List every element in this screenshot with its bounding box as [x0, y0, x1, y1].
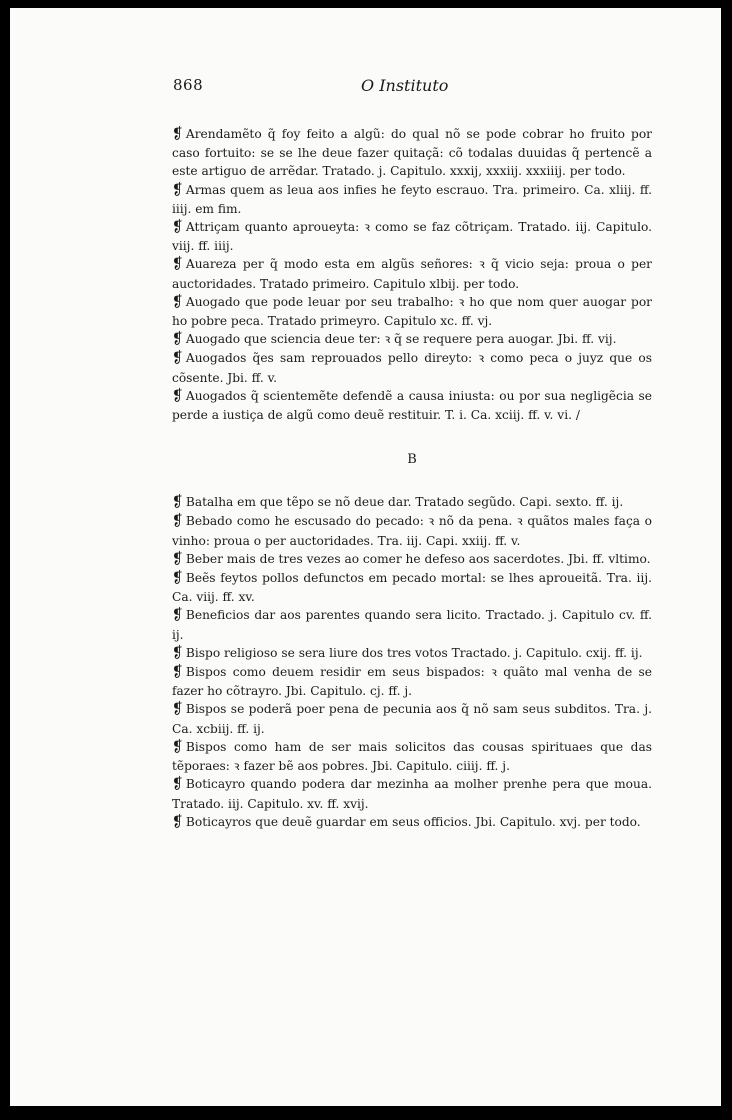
- index-entry: ❡ Batalha em que tẽpo se nõ deue dar. Tratado segũdo. Capi. sexto. ff. ij.: [172, 493, 652, 512]
- paragraph-mark: ❡: [172, 293, 183, 311]
- index-entry: ❡ Auogado que pode leuar por seu trabalho: ꝛ ho que nom quer auogar por ho pobre peca. Tratado primeyro. Capitulo xc. ff. vj.: [172, 293, 652, 329]
- page-header: [173, 76, 651, 100]
- index-entry: ❡ Auogado que sciencia deue ter: ꝛ q̃ se requere pera auogar. Jbi. ff. vij.: [172, 330, 652, 349]
- paragraph-mark: ❡: [172, 256, 183, 274]
- section-letter: B: [407, 452, 417, 468]
- paragraph-mark: ❡: [172, 218, 183, 237]
- book-page: [10, 8, 721, 1106]
- index-entry: ❡ Bispo religioso se sera liure dos tres votos Tractado. j. Capitulo. cxij. ff. ij.: [172, 644, 652, 663]
- index-entry: ❡ Beber mais de tres vezes ao comer he defeso aos sacerdotes. Jbi. ff. vltimo.: [172, 550, 652, 569]
- paragraph-mark: ❡: [172, 494, 183, 512]
- entries-b: [172, 493, 652, 832]
- paragraph-mark: ❡: [172, 813, 183, 831]
- index-entry: ❡ Beneficios dar aos parentes quando sera licito. Tractado. j. Capitulo cv. ff. ij.: [172, 607, 652, 642]
- index-entry: ❡ Boticayros que deuẽ guardar em seus officios. Jbi. Capitulo. xvj. per todo.: [172, 813, 652, 832]
- index-entry: ❡ Auogados q̃ scientemẽte defendẽ a causa iniusta: ou por sua negligẽcia se perde a iustiça de algũ como deuẽ restituir. T. i. Ca. xciij. ff. v. vi. /: [172, 387, 652, 423]
- running-title: O Instituto: [361, 76, 449, 95]
- paragraph-mark: ❡: [172, 350, 183, 368]
- paragraph-mark: ❡: [172, 331, 183, 349]
- index-text: [172, 125, 652, 832]
- index-entry: ❡ Bispos como ham de ser mais solicitos das cousas spirituaes que das tẽporaes: ꝛ fazer bẽ aos pobres. Jbi. Capitulo. ciiij. ff. j.: [172, 738, 652, 774]
- paragraph-mark: ❡: [172, 513, 183, 531]
- paragraph-mark: ❡: [172, 387, 183, 405]
- index-entry: ❡ Attriçam quanto aproueyta: ꝛ como se faz cõtriçam. Tratado. iij. Capitulo. viij. ff. iiij.: [172, 218, 652, 254]
- paragraph-mark: ❡: [172, 181, 183, 199]
- index-entry: ❡ Bispos como deuem residir em seus bispados: ꝛ quãto mal venha de se fazer ho cõtrayro. Jbi. Capitulo. cj. ff. j.: [172, 663, 652, 699]
- paragraph-mark: ❡: [172, 776, 183, 794]
- paragraph-mark: ❡: [172, 550, 183, 568]
- paragraph-mark: ❡: [172, 644, 183, 662]
- paragraph-mark: ❡: [172, 663, 183, 682]
- index-entry: ❡ Bebado como he escusado do pecado: ꝛ nõ da pena. ꝛ quãtos males faça o vinho: proua o per auctoridades. Tra. iij. Capi. xxiij. ff. v.: [172, 513, 652, 548]
- paragraph-mark: ❡: [172, 125, 183, 144]
- entries-a: [172, 125, 652, 424]
- index-entry: ❡ Arendamẽto q̃ foy feito a algũ: do qual nõ se pode cobrar ho fruito por caso fortuito: se se lhe deue fazer quitaçã: cõ todalas duuidas q̃ pertencẽ a este artiguo de arrẽdar. Tratado. j. Capitulo. xxxij, xxxiij. xxxiiij. per todo.: [172, 125, 652, 179]
- index-entry: ❡ Boticayro quando podera dar mezinha aa molher prenhe pera que moua. Tratado. iij. Capitulo. xv. ff. xvij.: [172, 776, 652, 811]
- paragraph-mark: ❡: [172, 607, 183, 625]
- index-entry: ❡ Armas quem as leua aos infies he feyto escrauo. Tra. primeiro. Ca. xliij. ff. iiij. em fim.: [172, 181, 652, 216]
- index-entry: ❡ Bispos se poderã poer pena de pecunia aos q̃ nõ sam seus subditos. Tra. j. Ca. xcbiij. ff. ij.: [172, 701, 652, 736]
- paragraph-mark: ❡: [172, 569, 183, 588]
- index-entry: ❡ Auogados q̃es sam reprouados pello direyto: ꝛ como peca o juyz que os cõsente. Jbi. ff. v.: [172, 350, 652, 385]
- index-entry: ❡ Beẽs feytos pollos defunctos em pecado mortal: se lhes aproueitã. Tra. iij. Ca. viij. ff. xv.: [172, 569, 652, 605]
- paragraph-mark: ❡: [172, 738, 183, 756]
- paragraph-mark: ❡: [172, 701, 183, 719]
- index-entry: ❡ Auareza per q̃ modo esta em algũs señores: ꝛ q̃ vicio seja: proua o per auctoridades. Tratado primeiro. Capitulo xlbij. per todo.: [172, 256, 652, 291]
- page-number: 868: [173, 76, 204, 94]
